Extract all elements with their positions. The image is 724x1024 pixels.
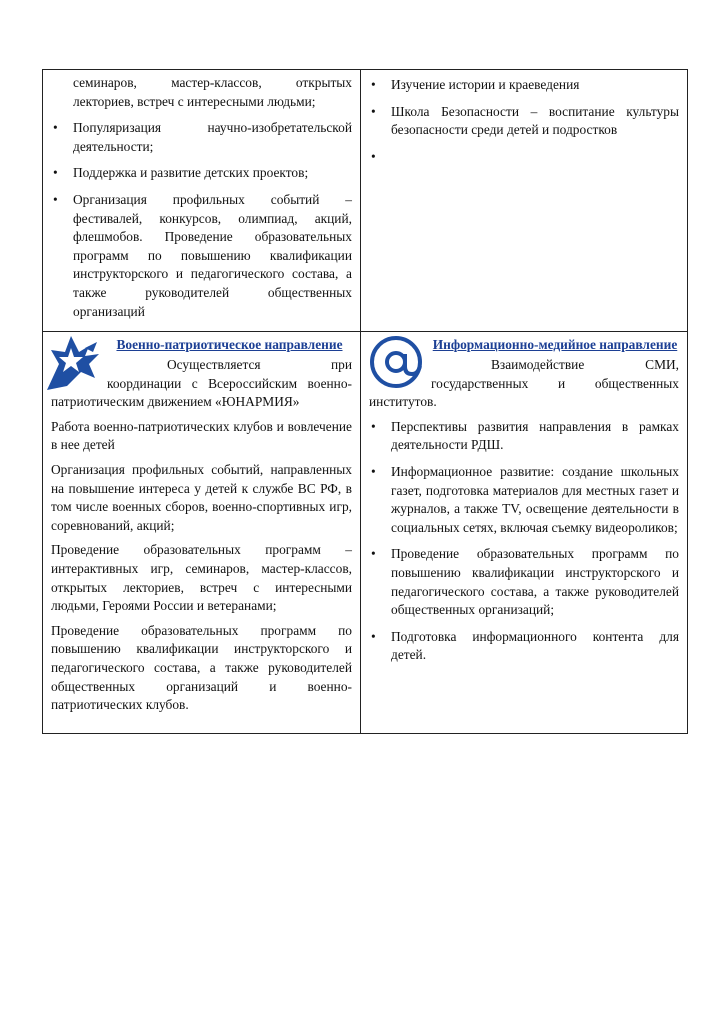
bullet-list — [51, 119, 352, 321]
list-item: • Популяризация научно-изобретательской деятельности; — [51, 119, 352, 156]
table-cell-top-left — [43, 70, 361, 332]
list-continuation: семинаров, мастер-классов, открытых лекториев, встреч с интересными людьми; — [73, 75, 352, 109]
list-item: • Организация профильных событий – фестивалей, конкурсов, олимпиад, акций, флешмобов. Проведение образовательных программ по повышению квалификации инструкторского и педагогического состава, а также руководителей общественных организаций — [51, 191, 352, 321]
table-cell-military — [43, 332, 361, 734]
paragraph: Проведение образовательных программ – интерактивных игр, семинаров, мастер-классов, открытых лекториев, встреч с интересными людьми, Героями России и ветеранами; — [51, 542, 352, 614]
list-item: • Информационное развитие: создание школьных газет, подготовка материалов для местных газет и журналов, а также TV, освещение деятельности в социальных сетях, включая съемку видеороликов; — [369, 463, 679, 537]
list-item: • Проведение образовательных программ по повышению квалификации инструкторского и педагогического состава, а также руководителей общественных организаций; — [369, 545, 679, 619]
table-cell-top-right — [361, 70, 688, 332]
paragraph: Работа военно-патриотических клубов и вовлечение в нее детей — [51, 418, 352, 453]
list-item: • Подготовка информационного контента для детей. — [369, 628, 679, 665]
list-item — [369, 148, 679, 166]
paragraph: Проведение образовательных программ по повышению квалификации инструкторского и педагогического состава, а также руководителей общественных организаций и военно-патриотических клубов. — [51, 622, 352, 713]
list-item: • Школа Безопасности – воспитание культуры безопасности среди детей и подростков — [369, 103, 679, 140]
at-sign-icon — [367, 334, 425, 390]
directions-table — [42, 69, 688, 734]
section-heading-media: Информационно-медийное направление — [432, 337, 678, 352]
bullet-list — [369, 418, 679, 665]
list-item: • Перспективы развития направления в рамках деятельности РДШ. — [369, 418, 679, 455]
list-item: • Поддержка и развитие детских проектов; — [51, 164, 352, 183]
paragraph: Организация профильных событий, направленных на повышение интереса у детей к службе ВС РФ, в том числе военных сборов, военно-спортивных игр, соревнований, акций; — [51, 461, 352, 533]
section-intro: Взаимодействие СМИ, государственных и общественных институтов. — [369, 357, 679, 410]
table-cell-media — [361, 332, 688, 734]
yunarmiya-eagle-star-icon — [45, 334, 101, 392]
list-item: • Изучение истории и краеведения — [369, 76, 679, 95]
bullet-list — [369, 76, 679, 166]
section-intro: Осуществляется при координации с Всероссийским военно-патриотическим движением «ЮНАРМИЯ» — [51, 357, 352, 410]
section-heading-military: Военно-патриотическое направление — [116, 337, 343, 352]
